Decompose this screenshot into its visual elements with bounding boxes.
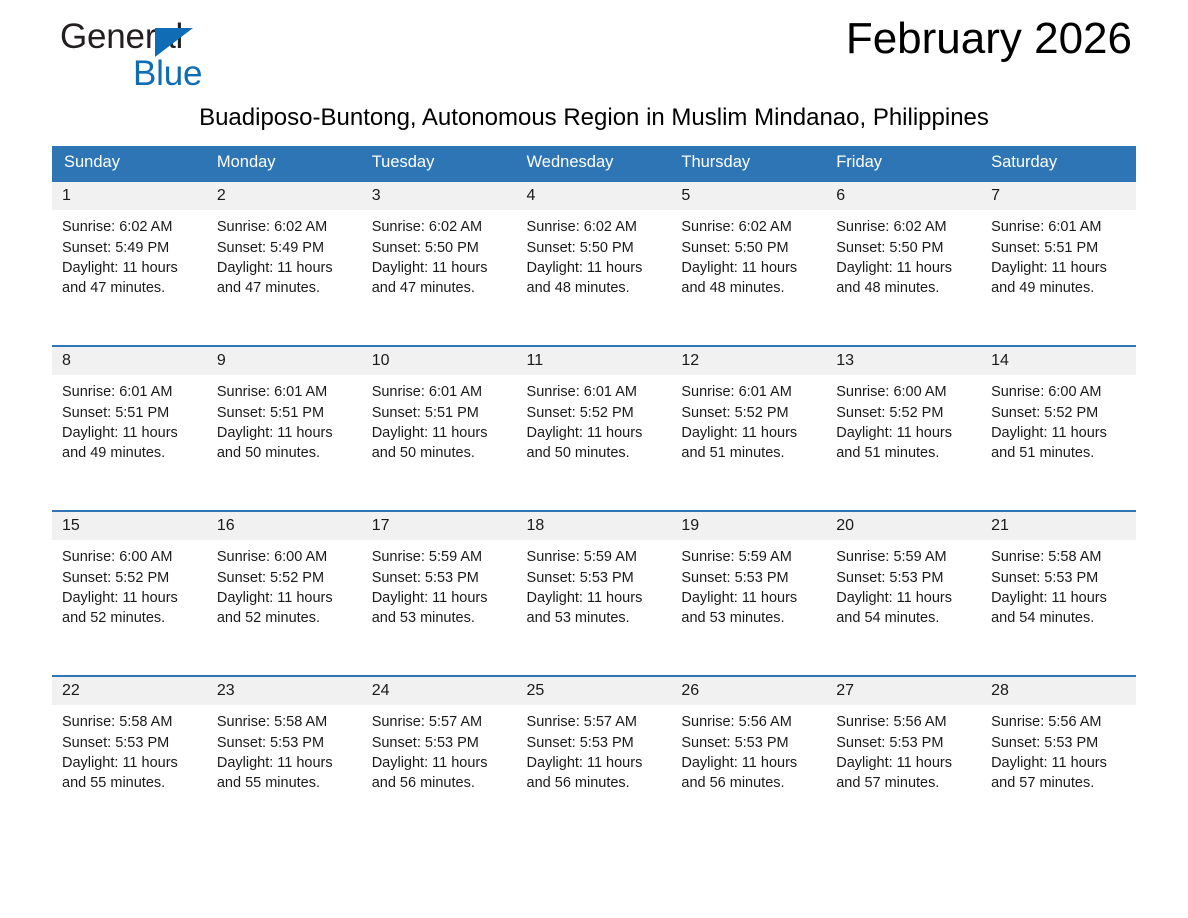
sunrise-text: Sunrise: 5:59 AM bbox=[681, 549, 792, 566]
weekday-header-tuesday: Tuesday bbox=[362, 146, 517, 181]
daylight-text-line2: and 52 minutes. bbox=[62, 610, 166, 626]
daylight-text-line2: and 47 minutes. bbox=[216, 280, 321, 296]
daylight-text-line1: Daylight: 11 hours bbox=[991, 589, 1107, 606]
day-info bbox=[52, 210, 207, 298]
sunset-text: Sunset: 5:50 PM bbox=[681, 239, 789, 256]
daylight-text-line1: Daylight: 11 hours bbox=[62, 259, 178, 276]
day-number: 25 bbox=[517, 677, 672, 705]
day-cell[interactable] bbox=[52, 511, 207, 676]
sunrise-text: Sunrise: 5:59 AM bbox=[526, 549, 637, 566]
day-number: 15 bbox=[52, 512, 207, 540]
day-number: 14 bbox=[981, 347, 1136, 375]
sunrise-text: Sunrise: 6:00 AM bbox=[216, 549, 328, 566]
sunrise-text: Sunrise: 5:58 AM bbox=[216, 714, 328, 731]
day-number: 20 bbox=[826, 512, 981, 540]
daylight-text-line1: Daylight: 11 hours bbox=[991, 754, 1107, 771]
daylight-text-line1: Daylight: 11 hours bbox=[836, 259, 953, 276]
sunrise-text: Sunrise: 5:58 AM bbox=[62, 714, 173, 731]
logo-text-general: General bbox=[60, 17, 184, 56]
day-cell[interactable] bbox=[826, 346, 981, 511]
sunrise-text: Sunrise: 6:00 AM bbox=[836, 384, 947, 401]
week-row bbox=[52, 676, 1136, 841]
sunset-text: Sunset: 5:53 PM bbox=[991, 569, 1099, 586]
day-number: 5 bbox=[671, 182, 826, 210]
day-cell[interactable] bbox=[671, 676, 826, 841]
sunrise-text: Sunrise: 6:01 AM bbox=[991, 219, 1102, 236]
day-info bbox=[362, 540, 517, 628]
day-number: 13 bbox=[826, 347, 981, 375]
day-info bbox=[52, 705, 207, 793]
sunset-text: Sunset: 5:52 PM bbox=[681, 404, 789, 421]
location-subtitle: Buadiposo-Buntong, Autonomous Region in Muslim Mindanao, Philippines bbox=[199, 104, 989, 131]
day-info bbox=[671, 210, 826, 298]
day-number: 24 bbox=[362, 677, 517, 705]
day-cell[interactable] bbox=[52, 676, 207, 841]
daylight-text-line2: and 50 minutes. bbox=[216, 445, 321, 461]
day-cell[interactable] bbox=[517, 346, 672, 511]
day-info bbox=[826, 210, 981, 298]
sunset-text: Sunset: 5:50 PM bbox=[371, 239, 479, 256]
sunset-text: Sunset: 5:51 PM bbox=[991, 239, 1099, 256]
sunrise-text: Sunrise: 5:59 AM bbox=[836, 549, 947, 566]
day-cell[interactable] bbox=[671, 511, 826, 676]
day-info bbox=[207, 210, 362, 298]
day-info bbox=[517, 540, 672, 628]
daylight-text-line2: and 48 minutes. bbox=[836, 280, 940, 296]
daylight-text-line2: and 49 minutes. bbox=[62, 445, 166, 461]
sunset-text: Sunset: 5:52 PM bbox=[991, 404, 1099, 421]
sunset-text: Sunset: 5:51 PM bbox=[62, 404, 170, 421]
day-info bbox=[362, 375, 517, 463]
daylight-text-line1: Daylight: 11 hours bbox=[526, 424, 643, 441]
day-cell[interactable] bbox=[362, 511, 517, 676]
sunrise-text: Sunrise: 6:02 AM bbox=[526, 219, 637, 236]
sunset-text: Sunset: 5:53 PM bbox=[62, 734, 170, 751]
daylight-text-line1: Daylight: 11 hours bbox=[836, 424, 953, 441]
daylight-text-line1: Daylight: 11 hours bbox=[526, 589, 643, 606]
daylight-text-line1: Daylight: 11 hours bbox=[216, 754, 333, 771]
day-number: 22 bbox=[52, 677, 207, 705]
day-cell[interactable] bbox=[517, 181, 672, 346]
sunrise-sunset-calendar bbox=[52, 146, 1136, 841]
daylight-text-line1: Daylight: 11 hours bbox=[216, 589, 333, 606]
day-number: 10 bbox=[362, 347, 517, 375]
day-number: 28 bbox=[981, 677, 1136, 705]
daylight-text-line2: and 53 minutes. bbox=[526, 610, 630, 626]
day-number: 8 bbox=[52, 347, 207, 375]
day-info bbox=[207, 375, 362, 463]
sunset-text: Sunset: 5:53 PM bbox=[836, 569, 944, 586]
sunset-text: Sunset: 5:51 PM bbox=[371, 404, 479, 421]
daylight-text-line1: Daylight: 11 hours bbox=[371, 424, 488, 441]
day-number: 2 bbox=[207, 182, 362, 210]
daylight-text-line2: and 57 minutes. bbox=[836, 775, 940, 791]
sunset-text: Sunset: 5:52 PM bbox=[526, 404, 634, 421]
sunrise-text: Sunrise: 6:02 AM bbox=[371, 219, 483, 236]
daylight-text-line1: Daylight: 11 hours bbox=[681, 589, 798, 606]
daylight-text-line2: and 52 minutes. bbox=[216, 610, 321, 626]
daylight-text-line1: Daylight: 11 hours bbox=[991, 259, 1107, 276]
day-info bbox=[362, 705, 517, 793]
daylight-text-line2: and 50 minutes. bbox=[526, 445, 630, 461]
sunrise-text: Sunrise: 6:02 AM bbox=[216, 219, 328, 236]
daylight-text-line1: Daylight: 11 hours bbox=[62, 424, 178, 441]
day-cell[interactable] bbox=[52, 346, 207, 511]
day-info bbox=[826, 705, 981, 793]
sunrise-text: Sunrise: 6:01 AM bbox=[371, 384, 483, 401]
day-number: 23 bbox=[207, 677, 362, 705]
sunrise-text: Sunrise: 6:02 AM bbox=[62, 219, 173, 236]
sunset-text: Sunset: 5:53 PM bbox=[681, 569, 789, 586]
day-cell[interactable] bbox=[671, 346, 826, 511]
day-info bbox=[362, 210, 517, 298]
daylight-text-line2: and 51 minutes. bbox=[836, 445, 940, 461]
logo-text-blue: Blue bbox=[133, 54, 203, 93]
weekday-header-thursday: Thursday bbox=[671, 146, 826, 181]
sunset-text: Sunset: 5:53 PM bbox=[371, 569, 479, 586]
sunset-text: Sunset: 5:52 PM bbox=[62, 569, 170, 586]
day-cell[interactable] bbox=[362, 181, 517, 346]
sunrise-text: Sunrise: 6:01 AM bbox=[216, 384, 328, 401]
sunrise-text: Sunrise: 5:57 AM bbox=[371, 714, 483, 731]
day-cell[interactable] bbox=[826, 181, 981, 346]
weekday-header-friday: Friday bbox=[826, 146, 981, 181]
week-row bbox=[52, 346, 1136, 511]
day-info bbox=[981, 375, 1136, 463]
daylight-text-line1: Daylight: 11 hours bbox=[371, 589, 488, 606]
daylight-text-line1: Daylight: 11 hours bbox=[681, 754, 798, 771]
sunrise-text: Sunrise: 5:56 AM bbox=[991, 714, 1102, 731]
day-cell[interactable] bbox=[517, 676, 672, 841]
weekday-header-sunday: Sunday bbox=[52, 146, 207, 181]
daylight-text-line1: Daylight: 11 hours bbox=[216, 424, 333, 441]
day-number: 12 bbox=[671, 347, 826, 375]
sunrise-text: Sunrise: 6:02 AM bbox=[681, 219, 792, 236]
sunset-text: Sunset: 5:50 PM bbox=[526, 239, 634, 256]
general-blue-logo[interactable] bbox=[60, 17, 250, 95]
daylight-text-line2: and 51 minutes. bbox=[991, 445, 1095, 461]
daylight-text-line1: Daylight: 11 hours bbox=[62, 754, 178, 771]
day-number: 9 bbox=[207, 347, 362, 375]
day-info bbox=[517, 375, 672, 463]
day-number: 4 bbox=[517, 182, 672, 210]
day-info bbox=[517, 705, 672, 793]
day-info bbox=[671, 540, 826, 628]
day-number: 11 bbox=[517, 347, 672, 375]
sunset-text: Sunset: 5:53 PM bbox=[216, 734, 325, 751]
sunset-text: Sunset: 5:53 PM bbox=[991, 734, 1099, 751]
day-cell[interactable] bbox=[362, 676, 517, 841]
daylight-text-line2: and 48 minutes. bbox=[526, 280, 630, 296]
day-cell[interactable] bbox=[207, 346, 362, 511]
day-info bbox=[671, 705, 826, 793]
weekday-header-monday: Monday bbox=[207, 146, 362, 181]
day-number: 6 bbox=[826, 182, 981, 210]
sunset-text: Sunset: 5:51 PM bbox=[216, 404, 325, 421]
day-number: 1 bbox=[52, 182, 207, 210]
daylight-text-line1: Daylight: 11 hours bbox=[62, 589, 178, 606]
sunset-text: Sunset: 5:53 PM bbox=[371, 734, 479, 751]
day-info bbox=[981, 540, 1136, 628]
daylight-text-line2: and 54 minutes. bbox=[836, 610, 940, 626]
daylight-text-line2: and 55 minutes. bbox=[216, 775, 321, 791]
day-cell[interactable] bbox=[362, 346, 517, 511]
day-info bbox=[517, 210, 672, 298]
page-title: February 2026 bbox=[845, 14, 1132, 63]
day-cell[interactable] bbox=[517, 511, 672, 676]
sunrise-text: Sunrise: 5:56 AM bbox=[681, 714, 792, 731]
day-number: 26 bbox=[671, 677, 826, 705]
day-cell[interactable] bbox=[981, 346, 1136, 511]
day-number: 7 bbox=[981, 182, 1136, 210]
weekday-header-row bbox=[52, 146, 1136, 181]
calendar-body bbox=[52, 181, 1136, 841]
daylight-text-line1: Daylight: 11 hours bbox=[836, 754, 953, 771]
day-info bbox=[207, 705, 362, 793]
page-header bbox=[52, 0, 1136, 108]
day-number: 19 bbox=[671, 512, 826, 540]
sunset-text: Sunset: 5:53 PM bbox=[836, 734, 944, 751]
daylight-text-line1: Daylight: 11 hours bbox=[526, 754, 643, 771]
sunrise-text: Sunrise: 6:01 AM bbox=[62, 384, 173, 401]
day-info bbox=[981, 210, 1136, 298]
day-number: 16 bbox=[207, 512, 362, 540]
daylight-text-line2: and 49 minutes. bbox=[991, 280, 1095, 296]
day-info bbox=[981, 705, 1136, 793]
day-cell[interactable] bbox=[981, 181, 1136, 346]
sunrise-text: Sunrise: 5:59 AM bbox=[371, 549, 483, 566]
daylight-text-line1: Daylight: 11 hours bbox=[216, 259, 333, 276]
daylight-text-line2: and 50 minutes. bbox=[371, 445, 475, 461]
sunrise-text: Sunrise: 5:58 AM bbox=[991, 549, 1102, 566]
sunset-text: Sunset: 5:53 PM bbox=[681, 734, 789, 751]
sunset-text: Sunset: 5:53 PM bbox=[526, 734, 634, 751]
day-cell[interactable] bbox=[52, 181, 207, 346]
sunset-text: Sunset: 5:52 PM bbox=[836, 404, 944, 421]
daylight-text-line1: Daylight: 11 hours bbox=[371, 259, 488, 276]
day-cell[interactable] bbox=[981, 511, 1136, 676]
sunset-text: Sunset: 5:50 PM bbox=[836, 239, 944, 256]
day-cell[interactable] bbox=[826, 511, 981, 676]
daylight-text-line2: and 55 minutes. bbox=[62, 775, 166, 791]
day-info bbox=[52, 540, 207, 628]
daylight-text-line1: Daylight: 11 hours bbox=[681, 259, 798, 276]
weekday-header-wednesday: Wednesday bbox=[517, 146, 672, 181]
daylight-text-line2: and 54 minutes. bbox=[991, 610, 1095, 626]
day-info bbox=[207, 540, 362, 628]
day-cell[interactable] bbox=[207, 181, 362, 346]
daylight-text-line2: and 47 minutes. bbox=[62, 280, 166, 296]
day-number: 17 bbox=[362, 512, 517, 540]
daylight-text-line2: and 56 minutes. bbox=[681, 775, 785, 791]
day-number: 18 bbox=[517, 512, 672, 540]
calendar-header-row bbox=[52, 146, 1136, 181]
sunrise-text: Sunrise: 6:00 AM bbox=[991, 384, 1102, 401]
daylight-text-line1: Daylight: 11 hours bbox=[526, 259, 643, 276]
day-cell[interactable] bbox=[981, 676, 1136, 841]
day-info bbox=[671, 375, 826, 463]
day-info bbox=[826, 540, 981, 628]
daylight-text-line2: and 47 minutes. bbox=[371, 280, 475, 296]
sunrise-text: Sunrise: 5:56 AM bbox=[836, 714, 947, 731]
week-row bbox=[52, 181, 1136, 346]
daylight-text-line2: and 57 minutes. bbox=[991, 775, 1095, 791]
day-number: 21 bbox=[981, 512, 1136, 540]
daylight-text-line2: and 48 minutes. bbox=[681, 280, 785, 296]
sunrise-text: Sunrise: 6:01 AM bbox=[681, 384, 792, 401]
day-info bbox=[826, 375, 981, 463]
day-cell[interactable] bbox=[826, 676, 981, 841]
sunrise-text: Sunrise: 6:02 AM bbox=[836, 219, 947, 236]
week-row bbox=[52, 511, 1136, 676]
sunrise-text: Sunrise: 6:00 AM bbox=[62, 549, 173, 566]
day-info bbox=[52, 375, 207, 463]
sunset-text: Sunset: 5:49 PM bbox=[62, 239, 170, 256]
daylight-text-line2: and 53 minutes. bbox=[681, 610, 785, 626]
daylight-text-line1: Daylight: 11 hours bbox=[681, 424, 798, 441]
sunset-text: Sunset: 5:53 PM bbox=[526, 569, 634, 586]
sunrise-text: Sunrise: 6:01 AM bbox=[526, 384, 637, 401]
daylight-text-line1: Daylight: 11 hours bbox=[836, 589, 953, 606]
day-cell[interactable] bbox=[671, 181, 826, 346]
day-number: 27 bbox=[826, 677, 981, 705]
weekday-header-saturday: Saturday bbox=[981, 146, 1136, 181]
triangle-icon bbox=[155, 28, 193, 57]
daylight-text-line2: and 56 minutes. bbox=[371, 775, 475, 791]
daylight-text-line2: and 51 minutes. bbox=[681, 445, 785, 461]
day-cell[interactable] bbox=[207, 511, 362, 676]
day-number: 3 bbox=[362, 182, 517, 210]
daylight-text-line2: and 53 minutes. bbox=[371, 610, 475, 626]
sunset-text: Sunset: 5:49 PM bbox=[216, 239, 325, 256]
daylight-text-line2: and 56 minutes. bbox=[526, 775, 630, 791]
sunset-text: Sunset: 5:52 PM bbox=[216, 569, 325, 586]
daylight-text-line1: Daylight: 11 hours bbox=[991, 424, 1107, 441]
day-cell[interactable] bbox=[207, 676, 362, 841]
sunrise-text: Sunrise: 5:57 AM bbox=[526, 714, 637, 731]
daylight-text-line1: Daylight: 11 hours bbox=[371, 754, 488, 771]
